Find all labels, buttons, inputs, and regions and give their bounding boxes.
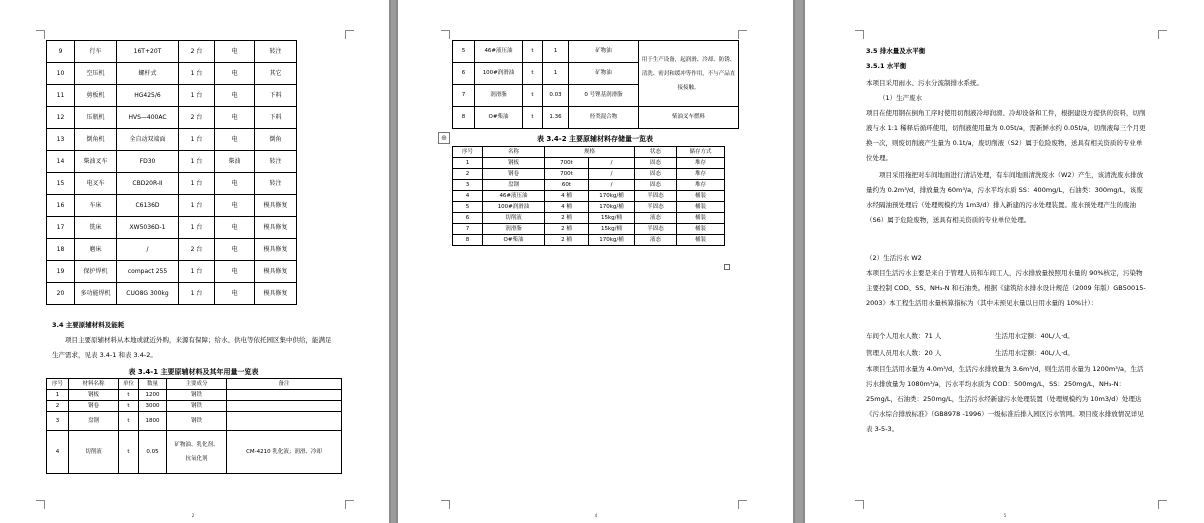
table-cell: /: [589, 158, 635, 169]
table-cell: 转注: [255, 151, 297, 173]
table-cell: 电: [215, 261, 255, 283]
table-cell: 8: [453, 107, 475, 129]
table-row: [453, 41, 739, 63]
table-cell: 电: [215, 173, 255, 195]
table-row: [453, 107, 739, 129]
table-cell: 1.36: [543, 107, 569, 129]
section-paragraph: 项目主要原辅材料从本地或就近外购，来源有保障；给水、供电等依托园区集中供给，能满足生产需求，见表 3.4-1 和表 3.4-2。: [52, 336, 332, 359]
table-row: [47, 195, 297, 217]
table-cell: XW5036D-1: [117, 217, 179, 239]
table-cell: 名称: [483, 147, 545, 158]
table-row: [453, 169, 725, 180]
table-cell: 矿物油: [569, 41, 639, 63]
table-cell: 序号: [453, 147, 483, 158]
table-cell: 1 台: [179, 173, 215, 195]
table-cell: 模具修复: [255, 283, 297, 305]
table-row: [47, 390, 342, 401]
page-corner-mark: [36, 500, 45, 509]
table-cell: 2: [453, 169, 483, 180]
table-cell: 倒角: [255, 129, 297, 151]
table-cell: 1800: [139, 412, 167, 431]
table-cell: 下料: [255, 85, 297, 107]
table-cell: 10: [47, 63, 75, 85]
equipment-table: [46, 40, 297, 305]
table-cell: 16T+20T: [117, 41, 179, 63]
section-heading-3-4: 3.4 主要原辅材料及能耗: [52, 321, 125, 329]
page-corner-mark: [1158, 30, 1167, 39]
table-cell: 2 台: [179, 107, 215, 129]
table-cell: 半固态: [635, 224, 677, 235]
table-cell: 矿物油: [569, 63, 639, 85]
page-corner-mark: [441, 500, 450, 509]
table-cell: 700t: [545, 158, 589, 169]
table-cell: 备注: [227, 379, 342, 390]
table-cell: 钢铁: [167, 412, 227, 431]
table-cell: 钢卷: [69, 401, 119, 412]
table-cell: 铣床: [75, 217, 117, 239]
table-caption-3-4-2: 表 3.4-2 主要原辅材料存储量一览表: [536, 135, 654, 143]
table-cell: t: [523, 107, 543, 129]
table-row: [47, 283, 297, 305]
table-cell: t: [119, 412, 139, 431]
section-heading-3-5-1: 3.5.1 水平衡: [866, 62, 907, 70]
table-cell: 模具修复: [255, 217, 297, 239]
table-row: [47, 173, 297, 195]
table-cell: [227, 401, 342, 412]
table-row: [453, 191, 725, 202]
table-cell: 盘钢: [69, 412, 119, 431]
table-cell: 盘钢: [483, 180, 545, 191]
table-cell: 700t: [545, 169, 589, 180]
table-cell: 钢铁: [167, 390, 227, 401]
document-page-3: [805, 0, 1204, 523]
table-row: [47, 412, 342, 431]
table-cell: 电: [215, 195, 255, 217]
table-cell: 储存方式: [677, 147, 725, 158]
table-cell: 磨床: [75, 239, 117, 261]
table-row: [453, 202, 725, 213]
table-cell: 润滑脂: [483, 224, 545, 235]
table-cell: 12: [47, 107, 75, 129]
table-cell: 电: [215, 283, 255, 305]
table-cell: 170kg/桶: [589, 235, 635, 246]
table-cell: 模具修复: [255, 261, 297, 283]
table-cell: 60t: [545, 180, 589, 191]
page-corner-mark: [36, 30, 45, 39]
table-cell: 1200: [139, 390, 167, 401]
subheading-production-wastewater: （1）生产废水: [879, 94, 923, 102]
table-cell: 压瓶机: [75, 107, 117, 129]
table-cell: 4: [453, 191, 483, 202]
table-row: [47, 85, 297, 107]
table-cell: 电叉车: [75, 173, 117, 195]
table-cell: 2: [47, 401, 69, 412]
table-cell: 转注: [255, 41, 297, 63]
table-cell: [227, 412, 342, 431]
table-cell: 钢铁: [167, 401, 227, 412]
table-cell: 1 台: [179, 151, 215, 173]
table-header-row: [453, 147, 725, 158]
table-row: [453, 224, 725, 235]
table-row: [47, 63, 297, 85]
table-cell: 切削液: [483, 213, 545, 224]
table-row: [47, 129, 297, 151]
table-header-row: [47, 379, 342, 390]
paragraph-cutting-fluid: 项目在使用钢在倒角工序时使用切削液冷却润滑、冷却设备和工件，根据建设方提供的资料，切削液与水 1:1 稀释后循环使用，切削液使用量为 0.05t/a，需新鲜水约 0.05t/a，切削液每三个月更换一次，则废切削液产生量为 0.1t/a，废切削液（S2）属于危险废物，送具有相关资质的专业单位处理。: [866, 109, 1146, 162]
table-cell: 1: [543, 41, 569, 63]
table-resize-handle[interactable]: [724, 264, 730, 270]
table-cell: 转注: [255, 173, 297, 195]
table-cell: 电: [215, 217, 255, 239]
table-cell: 6: [453, 63, 475, 85]
table-cell: 4: [47, 431, 69, 474]
table-cell: 46#液压油: [475, 41, 523, 63]
table-row: [453, 235, 725, 246]
table-cell: t: [523, 63, 543, 85]
table-cell: 堆存: [677, 180, 725, 191]
table-cell: 电: [215, 85, 255, 107]
table-cell: 电: [215, 129, 255, 151]
table-cell: t: [119, 431, 139, 474]
table-cell: 液态: [635, 235, 677, 246]
table-row: [453, 158, 725, 169]
table-cell: 20: [47, 283, 75, 305]
table-move-handle-icon[interactable]: ⊕: [438, 132, 450, 144]
table-cell: 170kg/桶: [589, 191, 635, 202]
table-row: [47, 261, 297, 283]
storage-table: [452, 146, 725, 246]
table-row: [453, 213, 725, 224]
table-cell: 多功能焊机: [75, 283, 117, 305]
table-cell: 模具修复: [255, 239, 297, 261]
table-cell: 170kg/桶: [589, 202, 635, 213]
table-cell: 其它: [255, 63, 297, 85]
page-corner-mark: [855, 30, 864, 39]
table-cell: 2 桶: [545, 235, 589, 246]
table-cell: 1 台: [179, 217, 215, 239]
page-corner-mark: [855, 500, 864, 509]
page-corner-mark: [441, 30, 450, 39]
table-cell: 7: [453, 85, 475, 107]
table-cell: 0.05: [139, 431, 167, 474]
table-cell: 柴油: [215, 151, 255, 173]
table-cell: 液态: [635, 213, 677, 224]
table-cell: 11: [47, 85, 75, 107]
table-cell: 15: [47, 173, 75, 195]
table-cell: 0 号锂基润滑脂: [569, 85, 639, 107]
table-cell: 主要成分: [167, 379, 227, 390]
materials-table-continued: [452, 40, 739, 129]
table-cell: 3: [47, 412, 69, 431]
table-cell: 1 台: [179, 195, 215, 217]
table-cell: 13: [47, 129, 75, 151]
table-cell: 1 台: [179, 283, 215, 305]
table-cell: 状态: [635, 147, 677, 158]
table-row: [47, 401, 342, 412]
table-cell: 0.03: [543, 85, 569, 107]
table-row: [47, 431, 342, 474]
table-cell: HVS—400AC: [117, 107, 179, 129]
cell-line: 抗氧化剂: [185, 456, 208, 462]
table-cell: 电: [215, 107, 255, 129]
gutter-scrollbar-left[interactable]: [391, 0, 396, 523]
table-cell: 9: [47, 41, 75, 63]
table-cell: 车床: [75, 195, 117, 217]
table-cell: t: [523, 85, 543, 107]
table-cell: 桶装: [677, 202, 725, 213]
table-cell: 半固态: [635, 202, 677, 213]
table-cell: compact 255: [117, 261, 179, 283]
table-cell: 电: [215, 63, 255, 85]
table-cell: 电: [215, 41, 255, 63]
table-cell: 螺杆式: [117, 63, 179, 85]
table-cell: 剪板机: [75, 85, 117, 107]
table-cell: 46#液压油: [483, 191, 545, 202]
table-cell: 2 台: [179, 41, 215, 63]
table-row: [47, 239, 297, 261]
table-cell: 1: [47, 390, 69, 401]
table-cell: 2 台: [179, 239, 215, 261]
table-cell: 固态: [635, 158, 677, 169]
table-cell: 钢板: [69, 390, 119, 401]
document-page-2: [398, 0, 793, 523]
table-cell: 模具修复: [255, 195, 297, 217]
table-cell: 5: [453, 41, 475, 63]
table-cell: 5: [453, 202, 483, 213]
table-cell: 电: [215, 239, 255, 261]
table-cell: t: [119, 390, 139, 401]
table-cell: t: [523, 41, 543, 63]
page-corner-mark: [738, 30, 747, 39]
subheading-domestic-sewage: （2）生活污水 W2: [866, 254, 922, 262]
table-cell: HG425/6: [117, 85, 179, 107]
table-cell: 用于生产设备，起润滑、冷却、防锈、清洗、密封和缓冲等作用，不与产品直接接触。: [639, 41, 739, 107]
table-cell: 固态: [635, 180, 677, 191]
table-cell: 钢卷: [483, 169, 545, 180]
table-cell: 2 桶: [545, 213, 589, 224]
table-cell: t: [119, 401, 139, 412]
table-cell: CBD20R-II: [117, 173, 179, 195]
table-row: [47, 107, 297, 129]
table-cell: 4 桶: [545, 191, 589, 202]
page-corner-mark: [345, 500, 354, 509]
table-cell: 柴油叉车燃料: [639, 107, 739, 129]
table-cell: 1 台: [179, 129, 215, 151]
table-cell: C6136D: [117, 195, 179, 217]
table-row: [453, 180, 725, 191]
page-number: 2: [191, 513, 195, 518]
table-caption-3-4-1: 表 3.4-1 主要原辅材料及其年用量一览表: [128, 368, 259, 376]
paragraph-domestic-sewage: 本项目生活污水主要是来自于管理人员和车间工人，污水排放量按照用水量的 90%核定，污染物主要控制 COD、SS、NH₃-N 和石油类。根据《建筑给水排水设计规范（2009 年版）GB50015-2003》本工程生活用水量核算指标为（其中未预见水量以日用水量的 10%计）：: [866, 269, 1146, 307]
table-cell: 下料: [255, 107, 297, 129]
gutter-scrollbar-right[interactable]: [795, 0, 803, 523]
page-corner-mark: [345, 30, 354, 39]
cell-line: 矿物油、乳化剂、: [174, 442, 219, 448]
table-cell: 1 台: [179, 63, 215, 85]
table-cell: CM-4210 乳化液；润滑、冷却: [227, 431, 342, 474]
table-cell: 100#润滑油: [483, 202, 545, 213]
table-cell: 3000: [139, 401, 167, 412]
table-cell: 空压机: [75, 63, 117, 85]
table-cell: 倒角机: [75, 129, 117, 151]
table-cell: 堆存: [677, 158, 725, 169]
table-cell: /: [589, 169, 635, 180]
table-cell: [167, 431, 227, 474]
table-cell: 1: [543, 63, 569, 85]
table-cell: 6: [453, 213, 483, 224]
table-cell: 桶装: [677, 235, 725, 246]
table-cell: 8: [453, 235, 483, 246]
table-cell: 烃类混合物: [569, 107, 639, 129]
table-cell: 切削液: [69, 431, 119, 474]
table-cell: 序号: [47, 379, 69, 390]
table-cell: O#柴油: [475, 107, 523, 129]
table-cell: 行车: [75, 41, 117, 63]
table-cell: 规格: [545, 147, 635, 158]
table-cell: 19: [47, 261, 75, 283]
table-cell: FD30: [117, 151, 179, 173]
table-cell: /: [589, 180, 635, 191]
page-corner-mark: [738, 500, 747, 509]
table-cell: 固态: [635, 169, 677, 180]
table-cell: 保护焊机: [75, 261, 117, 283]
table-cell: 18: [47, 239, 75, 261]
page-number: 5: [1003, 513, 1007, 518]
table-cell: /: [117, 239, 179, 261]
table-cell: 数量: [139, 379, 167, 390]
table-row: [47, 41, 297, 63]
table-cell: 桶装: [677, 213, 725, 224]
table-row: [47, 217, 297, 239]
table-cell: 14: [47, 151, 75, 173]
table-cell: 16: [47, 195, 75, 217]
table-cell: 钢板: [483, 158, 545, 169]
table-cell: O#柴油: [483, 235, 545, 246]
table-cell: 1 台: [179, 261, 215, 283]
table-cell: CUO8G 300kg: [117, 283, 179, 305]
document-page-1: [0, 0, 389, 523]
table-cell: 堆存: [677, 169, 725, 180]
table-cell: 桶装: [677, 191, 725, 202]
table-cell: 15kg/桶: [589, 213, 635, 224]
table-cell: 单位: [119, 379, 139, 390]
paragraph-intro: 本项目采用雨水、污水分流制排水系统。: [866, 79, 983, 87]
table-cell: 柴油叉车: [75, 151, 117, 173]
page-corner-mark: [1158, 500, 1167, 509]
table-cell: 半固态: [635, 191, 677, 202]
stat-manager-people: 管理人员用水人数：20 人: [866, 349, 942, 357]
paragraph-domestic-volume: 本项目生活用水量为 4.0m³/d，生活污水排放量为 3.6m³/d，则生活用水量为 1200m³/a，生活污水排放量为 1080m³/a，污水平均水质为 COD：500mg/L，SS：250mg/L，NH₃-N：25mg/L，石油类：250mg/L，生活污水经新建污水处理装置（处理规模约为 10m3/d）处理达《污水综合排放标准》（GB8978 -1996）一级标准后排入园区污水管网。项目废水排放情况详见表 3-5-3。: [866, 365, 1144, 433]
table-cell: 润滑脂: [475, 85, 523, 107]
table-cell: 1: [453, 158, 483, 169]
table-cell: 全自动双端面: [117, 129, 179, 151]
table-cell: 桶装: [677, 224, 725, 235]
stat-manager-quota: 生活用水定额：40L/人·d。: [995, 349, 1074, 357]
table-cell: 3: [453, 180, 483, 191]
page-number: 4: [594, 513, 598, 518]
table-cell: [227, 390, 342, 401]
table-row: [47, 151, 297, 173]
table-cell: 17: [47, 217, 75, 239]
section-heading-3-5: 3.5 排水量及水平衡: [866, 47, 926, 55]
table-cell: 7: [453, 224, 483, 235]
table-cell: 材料名称: [69, 379, 119, 390]
stat-workshop-quota: 生活用水定额：40L/人·d。: [995, 332, 1074, 340]
table-cell: 15kg/桶: [589, 224, 635, 235]
table-cell: 4 桶: [545, 202, 589, 213]
materials-table: [46, 378, 342, 474]
stat-workshop-people: 车间个人用水人数：71 人: [866, 332, 942, 340]
table-cell: 100#润滑油: [475, 63, 523, 85]
table-cell: 2 桶: [545, 224, 589, 235]
paragraph-floor-cleaning: 项目采用拖把对车间地面进行清洁处理，有车间地面清洗废水（W2）产生，该清洗废水排放量约为 0.2m³/d，排放量为 60m³/a，污水平均水质 SS：400mg/L，石油类：300mg/L，该废水经隔油预处理后（处理规模约为 1m3/d）排入新建的污水处理装置。废水预处理产生的废油（S6）属于危险废物，送具有相关资质的专业单位处理。: [866, 171, 1144, 224]
table-cell: 1 台: [179, 85, 215, 107]
